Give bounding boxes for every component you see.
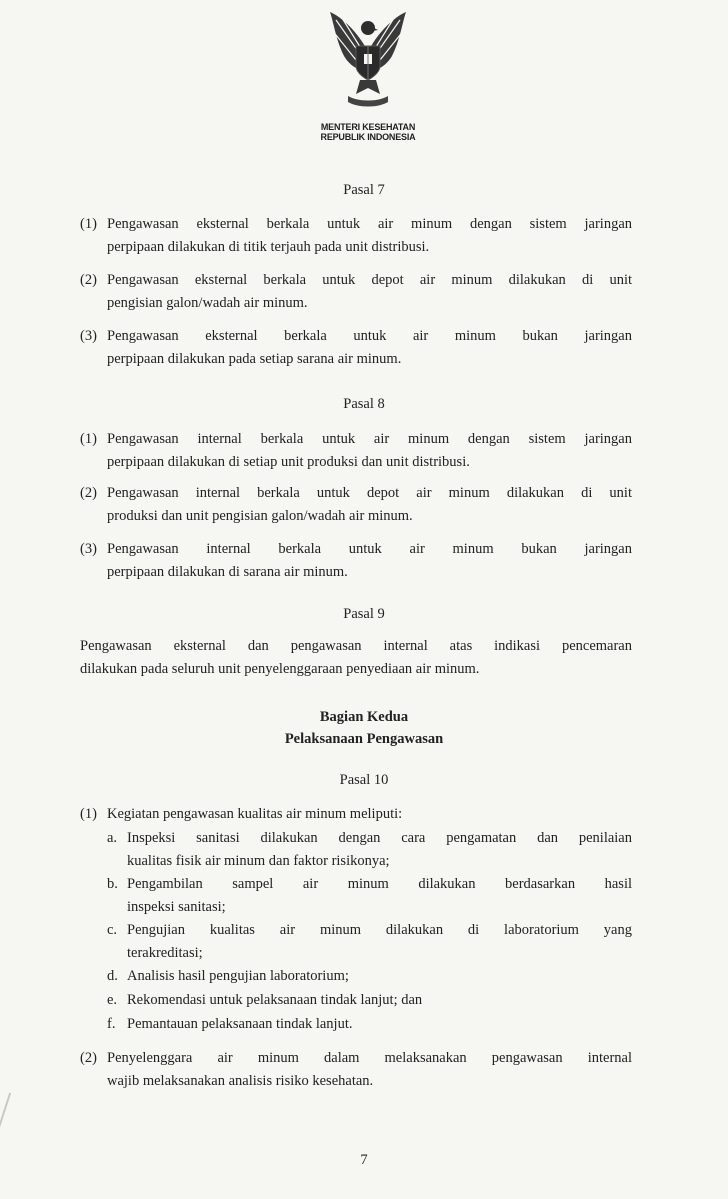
scan-margin-mark [0,1093,11,1132]
item-number: (2) [80,485,97,501]
section-heading-line-2: Pelaksanaan Pengawasan [284,731,444,747]
pasal-7-title: Pasal 7 [343,182,385,198]
item-number: (1) [80,806,97,822]
item-line-2: perpipaan dilakukan di setiap unit produksi dan unit distribusi. [107,454,470,470]
subitem-line-2: kualitas fisik air minum dan faktor risikonya; [127,853,390,869]
item-number: (2) [80,1050,97,1066]
subitem-line-1: Pengambilan sampel air minum dilakukan berdasarkan hasil [127,876,632,892]
header-line-2: REPUBLIK INDONESIA [320,132,416,142]
subitem-line-2: terakreditasi; [127,945,203,961]
item-number: (2) [80,272,97,288]
header-line-1: MENTERI KESEHATAN [320,122,416,132]
item-text: Kegiatan pengawasan kualitas air minum meliputi: [107,806,403,822]
item-line-2: wajib melaksanakan analisis risiko kesehatan. [107,1073,374,1089]
subitem-letter: e. [107,992,118,1008]
section-heading [0,706,728,750]
subitem-letter: b. [107,876,118,892]
paragraph-line-2: dilakukan pada seluruh unit penyelenggaraan penyediaan air minum. [80,661,480,677]
pasal-9-paragraph [80,635,632,681]
item-line-1: Pengawasan internal berkala untuk air minum dengan sistem jaringan [107,431,632,447]
item-line-2: produksi dan unit pengisian galon/wadah air minum. [107,508,413,524]
item-line-1: Pengawasan eksternal berkala untuk air minum dengan sistem jaringan [107,216,632,232]
paragraph-line-1: Pengawasan eksternal dan pengawasan internal atas indikasi pencemaran [80,638,632,654]
item-number: (1) [80,431,97,447]
pasal-10-title: Pasal 10 [339,772,389,788]
subitem-line-2: inspeksi sanitasi; [127,899,226,915]
item-line-1: Pengawasan eksternal berkala untuk depot air minum dilakukan di unit [107,272,632,288]
subitem-line-1: Analisis hasil pengujian laboratorium; [127,968,349,984]
subitem-line-1: Pengujian kualitas air minum dilakukan di laboratorium yang [127,922,632,938]
item-number: (3) [80,328,97,344]
item-line-2: pengisian galon/wadah air minum. [107,295,308,311]
item-line-2: perpipaan dilakukan pada setiap sarana air minum. [107,351,402,367]
item-number: (3) [80,541,97,557]
subitem-letter: c. [107,922,118,938]
item-line-1: Pengawasan eksternal berkala untuk air minum bukan jaringan [107,328,632,344]
item-line-2: perpipaan dilakukan di titik terjauh pada unit distribusi. [107,239,430,255]
subitem-letter: f. [107,1016,116,1032]
subitem-line-1: Pemantauan pelaksanaan tindak lanjut. [127,1016,353,1032]
item-line-2: perpipaan dilakukan di sarana air minum. [107,564,348,580]
subitem-line-1: Rekomendasi untuk pelaksanaan tindak lanjut; dan [127,992,423,1008]
garuda-emblem-icon [326,10,410,108]
subitem-letter: a. [107,830,118,846]
ministry-header [290,122,446,142]
item-number: (1) [80,216,97,232]
section-heading-line-1: Bagian Kedua [319,709,409,725]
subitem-letter: d. [107,968,118,984]
item-line-1: Pengawasan internal berkala untuk depot air minum dilakukan di unit [107,485,632,501]
item-line-1: Pengawasan internal berkala untuk air minum bukan jaringan [107,541,632,557]
page-number: 7 [360,1152,368,1168]
pasal-8-title: Pasal 8 [343,396,385,412]
pasal-9-title: Pasal 9 [343,606,385,622]
item-line-1: Penyelenggara air minum dalam melaksanakan pengawasan internal [107,1050,632,1066]
subitem-line-1: Inspeksi sanitasi dilakukan dengan cara pengamatan dan penilaian [127,830,632,846]
